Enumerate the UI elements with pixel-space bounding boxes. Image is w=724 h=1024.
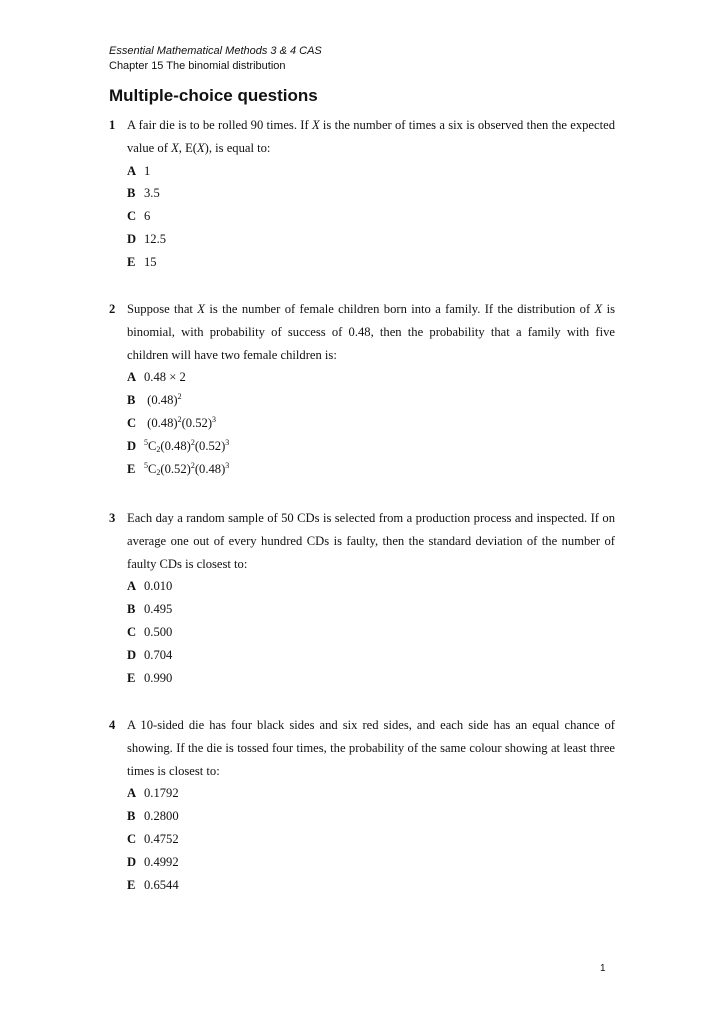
option-a: A 0.1792: [127, 786, 179, 801]
section-title: Multiple-choice questions: [109, 86, 318, 105]
option-b: B 0.2800: [127, 809, 179, 824]
option-c: C 0.500: [127, 624, 173, 639]
question-number: 2: [109, 302, 116, 316]
question-stem: Suppose that X is the number of female children born into a family. If the distribution of X is binomial, with probability of success of 0.48, then the probability that a family with five children will have two female children is:: [127, 302, 615, 362]
question-number: 3: [109, 511, 116, 525]
option-b: B 3.5: [127, 186, 160, 201]
chapter-title: Chapter 15 The binomial distribution: [109, 60, 286, 72]
option-d: D 0.4992: [127, 854, 179, 869]
option-b: B 0.495: [127, 602, 173, 617]
question-2: [109, 298, 615, 480]
question-4: [109, 714, 615, 896]
option-a: A 1: [127, 163, 151, 178]
question-stem: A 10-sided die has four black sides and six red sides, and each side has an equal chance of showing. If the die is tossed four times, the probability of the same colour showing at least three times is closest to:: [127, 718, 615, 778]
option-c: C 0.4752: [127, 831, 179, 846]
page-number: 1: [600, 963, 606, 974]
option-e: E 0.6544: [127, 877, 179, 892]
question-stem: Each day a random sample of 50 CDs is selected from a production process and inspected. If on average one out of every hundred CDs is faulty, then the standard deviation of the number of faulty CDs is closest to:: [127, 511, 615, 571]
option-d: D $^5C_2(0.48)^2(0.52)^3$: [127, 437, 230, 454]
question-number: 4: [109, 718, 116, 732]
question-1: [109, 114, 615, 274]
option-a: A 0.48 × 2: [127, 370, 186, 385]
question-stem: A fair die is to be rolled 90 times. If X is the number of times a six is observed then the expected value of X, E(X), is equal to:: [127, 118, 615, 155]
option-a: A 0.010: [127, 579, 173, 594]
option-b: B $(0.48)^2$: [127, 392, 182, 408]
option-e: E 0.990: [127, 670, 173, 685]
option-c: C 6: [127, 209, 151, 224]
option-e: E $^5C_2(0.52)^2(0.48)^3$: [127, 460, 230, 477]
option-d: D 0.704: [127, 647, 173, 662]
option-d: D 12.5: [127, 231, 167, 246]
option-c: C $(0.48)^2(0.52)^3$: [127, 414, 217, 430]
option-e: E 15: [127, 254, 157, 269]
question-3: [109, 507, 615, 689]
book-title: Essential Mathematical Methods 3 & 4 CAS: [109, 45, 322, 57]
question-number: 1: [109, 118, 116, 132]
running-header: [109, 44, 322, 74]
